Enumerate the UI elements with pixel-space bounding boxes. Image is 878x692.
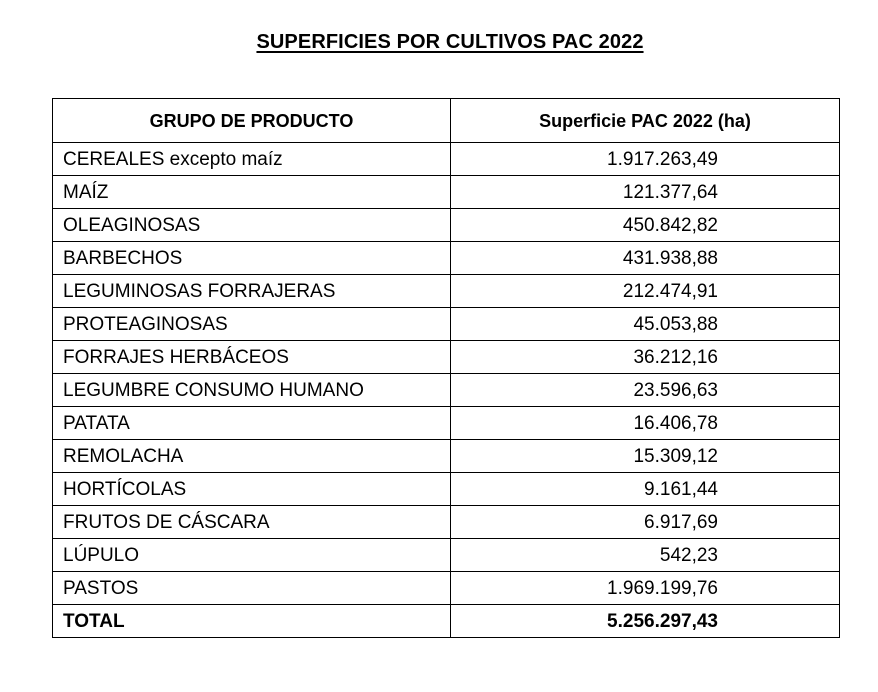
area-value-cell: 212.474,91 <box>451 275 840 308</box>
product-group-cell: LEGUMBRE CONSUMO HUMANO <box>53 374 451 407</box>
table-row <box>53 143 840 176</box>
area-value-cell: 1.969.199,76 <box>451 572 840 605</box>
area-value-cell: 23.596,63 <box>451 374 840 407</box>
table-row <box>53 176 840 209</box>
total-value-cell: 5.256.297,43 <box>451 605 840 638</box>
area-value-cell: 431.938,88 <box>451 242 840 275</box>
area-value-cell: 45.053,88 <box>451 308 840 341</box>
total-label-cell: TOTAL <box>53 605 451 638</box>
header-area: Superficie PAC 2022 (ha) <box>451 99 840 143</box>
table-row <box>53 308 840 341</box>
table-row <box>53 473 840 506</box>
product-group-cell: LÚPULO <box>53 539 451 572</box>
product-group-cell: FRUTOS DE CÁSCARA <box>53 506 451 539</box>
table-header-row <box>53 99 840 143</box>
product-group-cell: OLEAGINOSAS <box>53 209 451 242</box>
header-product-group: GRUPO DE PRODUCTO <box>53 99 451 143</box>
area-value-cell: 1.917.263,49 <box>451 143 840 176</box>
crop-area-table <box>52 98 840 638</box>
product-group-cell: PASTOS <box>53 572 451 605</box>
area-value-cell: 542,23 <box>451 539 840 572</box>
area-value-cell: 450.842,82 <box>451 209 840 242</box>
document-title: SUPERFICIES POR CULTIVOS PAC 2022 <box>256 31 644 53</box>
product-group-cell: CEREALES excepto maíz <box>53 143 451 176</box>
table-row <box>53 407 840 440</box>
product-group-cell: PROTEAGINOSAS <box>53 308 451 341</box>
table-row <box>53 242 840 275</box>
product-group-cell: LEGUMINOSAS FORRAJERAS <box>53 275 451 308</box>
table-row <box>53 572 840 605</box>
table-row <box>53 275 840 308</box>
product-group-cell: BARBECHOS <box>53 242 451 275</box>
area-value-cell: 36.212,16 <box>451 341 840 374</box>
table-row <box>53 341 840 374</box>
product-group-cell: PATATA <box>53 407 451 440</box>
product-group-cell: FORRAJES HERBÁCEOS <box>53 341 451 374</box>
product-group-cell: REMOLACHA <box>53 440 451 473</box>
table-row <box>53 374 840 407</box>
area-value-cell: 121.377,64 <box>451 176 840 209</box>
table-row <box>53 539 840 572</box>
table-row <box>53 506 840 539</box>
area-value-cell: 15.309,12 <box>451 440 840 473</box>
area-value-cell: 16.406,78 <box>451 407 840 440</box>
table-row <box>53 440 840 473</box>
table-row <box>53 209 840 242</box>
area-value-cell: 6.917,69 <box>451 506 840 539</box>
area-value-cell: 9.161,44 <box>451 473 840 506</box>
total-row <box>53 605 840 638</box>
product-group-cell: HORTÍCOLAS <box>53 473 451 506</box>
product-group-cell: MAÍZ <box>53 176 451 209</box>
